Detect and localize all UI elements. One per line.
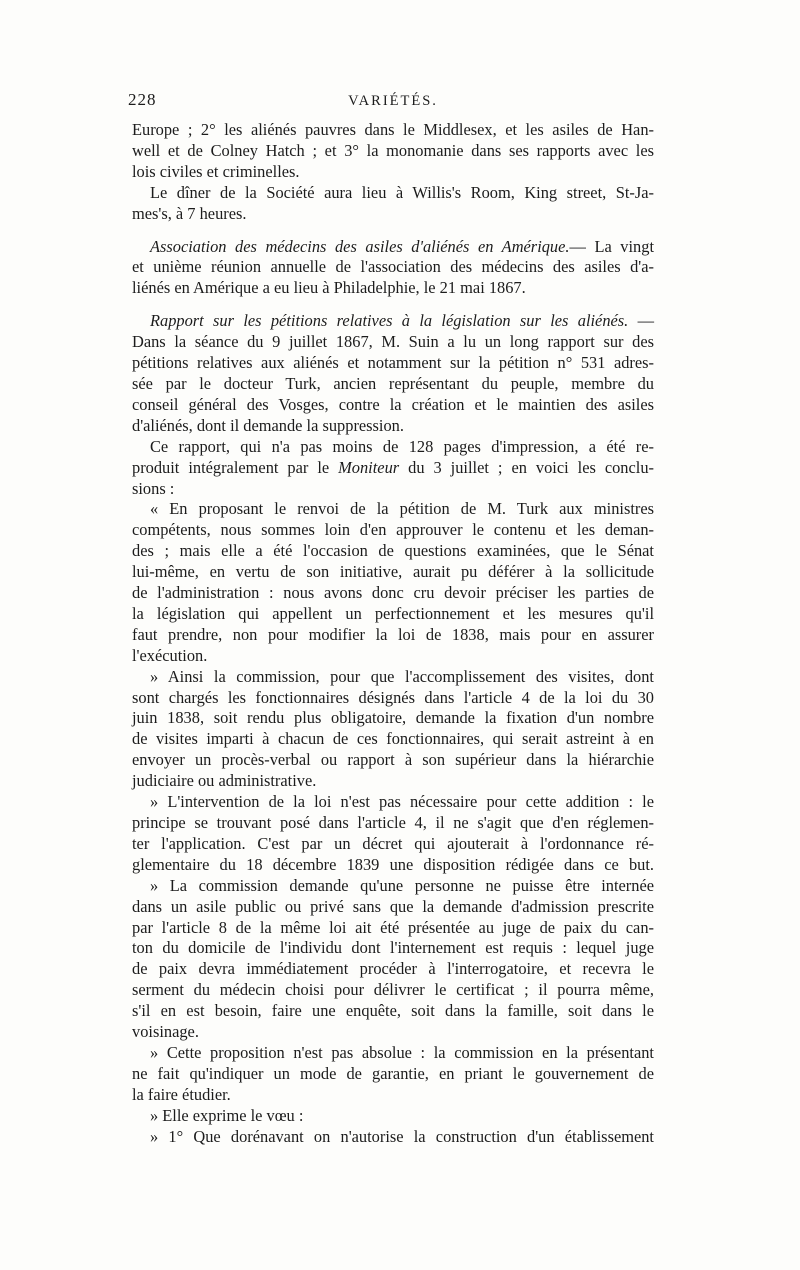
paragraph-quote-4 [132,876,654,1043]
text-line: faut prendre, non pour modifier la loi de 1838, mais pour en assurer [132,624,654,644]
paragraph-quote-5 [132,1043,654,1106]
paragraph-petition-report [132,311,654,436]
text-line: des ; mais elle a été l'occasion de questions examinées, que le Sénat [132,541,654,561]
text-line: ton du domicile de l'individu dont l'internement est requis : lequel juge [132,938,654,958]
text-line: s'il en est besoin, faire une enquête, soit dans la famille, soit dans le [132,1001,654,1021]
text-line: conseil général des Vosges, contre la création et le maintien des asiles [132,394,654,414]
text-line: d'aliénés, dont il demande la suppression. [132,415,404,435]
text-line [132,311,654,332]
text-line: mes's, à 7 heures. [132,203,247,223]
text-line: pétitions relatives aux aliénés et notamment sur la pétition n° 531 adres- [132,353,654,373]
text-line: » Cette proposition n'est pas absolue : la commission en la présentant [150,1042,654,1062]
page-number: 228 [128,90,157,109]
text-line: voisinage. [132,1022,199,1042]
text-line: well et de Colney Hatch ; et 3° la monomanie dans ses rapports avec les [132,140,654,160]
text-line: envoyer un procès-verbal ou rapport à son supérieur dans la hiérarchie [132,750,654,770]
text-fragment: du 3 juillet ; en voici les conclu- [399,457,654,477]
text-line: sée par le docteur Turk, ancien représentant du peuple, membre du [132,373,654,393]
paragraph-quote-1 [132,499,654,666]
text-line: » 1° Que dorénavant on n'autorise la construction d'un établissement [150,1126,654,1146]
text-line: juin 1838, soit rendu plus obligatoire, demande la fixation d'un nombre [132,708,654,728]
text-line: serment du médecin choisi pour délivrer le certificat ; il pourra même, [132,980,654,1000]
text-line: et unième réunion annuelle de l'association des médecins des asiles d'a- [132,257,654,277]
text-line: lui-même, en vertu de son initiative, aurait pu déférer à la sollicitude [132,562,654,582]
page-header [128,90,654,120]
paragraph-quote-7 [132,1127,654,1148]
page-body [132,120,654,1148]
paragraph-moniteur [132,437,654,500]
text-line: ne fait qu'indiquer un mode de garantie, en priant le gouvernement de [132,1063,654,1083]
text-line: » Ainsi la commission, pour que l'accomplissement des visites, dont [150,666,654,686]
text-line: par l'article 8 de la même loi ait été présentée au juge de paix du can- [132,917,654,937]
paragraph-american-association [132,237,654,300]
page [128,90,654,1148]
text-line: la législation qui appellent un perfectionnement et les mesures qu'il [132,603,654,623]
section-title: Association des médecins des asiles d'aliénés en Amérique. [150,236,570,256]
text-line [132,458,654,479]
text-line: « En proposant le renvoi de la pétition de M. Turk aux ministres [150,499,654,519]
text-line: principe se trouvant posé dans l'article 4, il ne s'agit que d'en réglemen- [132,813,654,832]
text-fragment: produit intégralement par le [132,457,339,477]
text-line [132,237,654,258]
text-line: de l'administration : nous avons donc cru devoir préciser les parties de [132,583,654,603]
text-fragment: — La vingt [569,236,654,256]
paragraph-society-dinner [132,183,654,225]
text-line: lois civiles et criminelles. [132,161,300,181]
text-line: Dans la séance du 9 juillet 1867, M. Suin a lu un long rapport sur des [132,332,654,352]
paragraph-london-topics [132,120,654,183]
text-fragment: — [628,311,654,331]
text-line: sions : [132,478,175,498]
running-title: VARIÉTÉS. [348,93,438,109]
text-line: de paix devra immédiatement procéder à l'interrogatoire, et recevra le [132,959,654,979]
text-line: liénés en Amérique a eu lieu à Philadelphie, le 21 mai 1867. [132,278,526,298]
text-line: Ce rapport, qui n'a pas moins de 128 pages d'impression, a été re- [150,436,654,456]
text-line: sont chargés les fonctionnaires désignés dans l'article 4 de la loi du 30 [132,687,654,707]
text-line: ter l'application. C'est par un décret qui ajouterait à l'ordonnance ré- [132,833,654,853]
text-line: Europe ; 2° les aliénés pauvres dans le Middlesex, et les asiles de Han- [132,120,654,139]
text-line: l'exécution. [132,645,208,665]
journal-name: Moniteur [338,457,400,477]
text-line: dans un asile public ou privé sans que la demande d'admission prescrite [132,896,654,916]
paragraph-quote-2 [132,667,654,792]
text-line: judiciaire ou administrative. [132,771,317,791]
text-line: de visites imparti à chacun de ces fonctionnaires, qui serait astreint à en [132,729,654,749]
text-line: Le dîner de la Société aura lieu à Willis's Room, King street, St-Ja- [150,182,654,202]
text-line: glementaire du 18 décembre 1839 une disposition rédigée dans ce but. [132,854,654,874]
text-line: » Elle exprime le vœu : [150,1105,304,1125]
text-line: » L'intervention de la loi n'est pas nécessaire pour cette addition : le [150,792,654,812]
paragraph-quote-6 [132,1106,654,1127]
section-title: Rapport sur les pétitions relatives à la législation sur les aliénés. [150,311,629,331]
text-line: la faire étudier. [132,1084,231,1104]
text-line: compétents, nous sommes loin d'en approuver le contenu et les deman- [132,520,654,540]
text-line: » La commission demande qu'une personne ne puisse être internée [150,875,654,895]
paragraph-quote-3 [132,792,654,876]
